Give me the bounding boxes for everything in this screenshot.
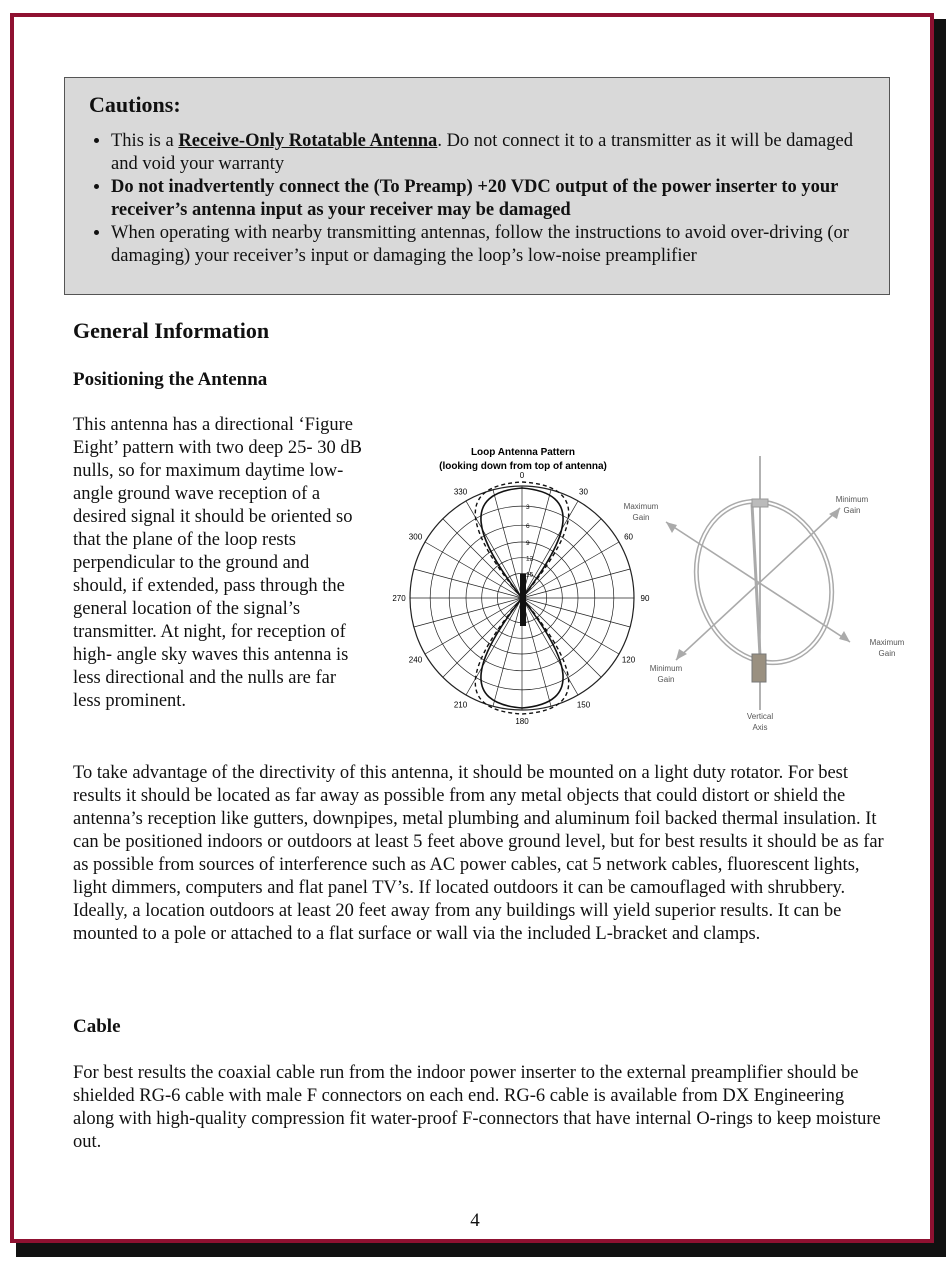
db-tick-label: 12 [526, 555, 534, 563]
db-tick-label: 15 [526, 571, 534, 579]
polar-spoke [522, 542, 619, 598]
db-tick-label: 6 [526, 523, 530, 531]
caution-item-1: • This is a Receive-Only Rotatable Antenna. Do not connect it to a transmitter as it will be damaged and void your warranty [111, 130, 865, 176]
polar-angle-label: 0 [519, 471, 525, 480]
db-tick-label: 9 [526, 540, 530, 547]
figure-title-line1: Loop Antenna Pattern [470, 447, 576, 458]
figure-title-line2: (looking down from top of antenna) [439, 461, 607, 472]
label-min-gain-top-1: Minimum [835, 495, 869, 504]
arrow-max-gain-bottom [839, 631, 850, 642]
polar-spoke [425, 598, 522, 654]
loop-antenna-pattern-figure [380, 438, 920, 738]
db-tick-label: 3 [526, 504, 530, 512]
positioning-paragraph-1: This antenna has a directional ‘Figure Eight’ pattern with two deep 25- 30 dB nulls, so for maximum daytime low-angle ground wave reception of a desired signal it should be oriented so that the plane of the loop rests perpendicular to the ground and should, if extended, pass through the general location of the signal’s transmitter. At night, for reception of high- angle sky waves this antenna is less directional and the nulls are far less prominent. [73, 415, 362, 711]
polar-angle-label: 240 [408, 655, 423, 665]
polar-angle-label: 210 [453, 700, 468, 710]
polar-angle-label: 270 [392, 594, 406, 603]
cautions-list [89, 130, 865, 268]
polar-angle-label: 330 [453, 487, 468, 497]
label-max-gain-bottom-2: Gain [878, 649, 896, 658]
cable-heading: Cable [73, 1016, 121, 1037]
loop-ring-outer [676, 484, 852, 681]
label-max-gain-top-2: Gain [632, 513, 650, 522]
polar-angle-label: 120 [621, 655, 636, 665]
db-tick-labels [526, 504, 534, 578]
label-vertical-axis-1: Vertical [746, 712, 774, 721]
polar-angle-label: 30 [579, 487, 588, 497]
label-min-gain-bottom-1: Minimum [649, 664, 683, 673]
label-max-gain-bottom-1: Maximum [869, 638, 905, 647]
polar-spoke [522, 598, 578, 695]
positioning-heading: Positioning the Antenna [73, 369, 268, 390]
page-number: 4 [470, 1210, 480, 1231]
cautions-box [64, 77, 890, 295]
polar-spoke [466, 598, 522, 695]
polar-angle-label: 90 [640, 594, 650, 603]
pattern-diagram [380, 438, 920, 738]
general-information-heading: General Information [73, 318, 270, 343]
loop-element-marker [520, 574, 526, 626]
polar-angle-label: 60 [624, 532, 633, 542]
polar-angle-label: 180 [515, 717, 529, 726]
loop-ring-inner [676, 484, 852, 681]
cable-paragraph: For best results the coaxial cable run from the indoor power inserter to the external preamplifier should be shielded RG-6 cable with male F connectors on each end. RG-6 cable is available from DX Engineering along with high-quality compression fit water-proof F-connectors that have internal O-rings to keep moisture out. [73, 1063, 881, 1152]
label-max-gain-top-1: Maximum [623, 502, 659, 511]
receive-only-emphasis: Receive-Only Rotatable Antenna [178, 131, 438, 151]
preamp-box [752, 654, 766, 682]
cautions-title: Cautions: [89, 92, 181, 117]
polar-spoke [425, 542, 522, 598]
label-min-gain-bottom-2: Gain [657, 675, 675, 684]
caution-item-3: • When operating with nearby transmitting antennas, follow the instructions to avoid over-driving (or damaging) your receiver’s input or damaging the loop’s low-noise preamplifier [111, 222, 865, 268]
label-min-gain-top-2: Gain [843, 506, 861, 515]
label-vertical-axis-2: Axis [752, 723, 768, 732]
arrow-max-gain-top [666, 522, 677, 533]
loop-top-clamp [752, 499, 768, 507]
positioning-paragraph-2: To take advantage of the directivity of this antenna, it should be mounted on a light duty rotator. For best results it should be located as far away as possible from any metal objects that could distort or shield the antenna’s reception like gutters, downpipes, metal plumbing and aluminum foil backed thermal insulation. It can be positioned indoors or outdoors at least 5 feet above ground level, but for best results it should be as far as possible from sources of interference such as AC power cables, cat 5 network cables, fluorescent lights, light dimmers, computers and flat panel TV’s. If located outdoors it can be camouflaged with shrubbery. Ideally, a location outdoors at least 20 feet away from any buildings will yield superior results. It can be mounted to a pole or attached to a flat surface or wall via the included L-bracket and clamps. [73, 763, 884, 944]
polar-spoke [466, 501, 522, 598]
polar-spoke [522, 598, 619, 654]
polar-angle-label: 150 [576, 700, 591, 710]
polar-spoke [522, 501, 578, 598]
polar-angle-label: 300 [408, 532, 423, 542]
loop-3d-illustration [621, 456, 905, 732]
caution-item-2: • Do not inadvertently connect the (To Preamp) +20 VDC output of the power inserter to your receiver’s antenna input as your receiver may be damaged [111, 176, 865, 222]
